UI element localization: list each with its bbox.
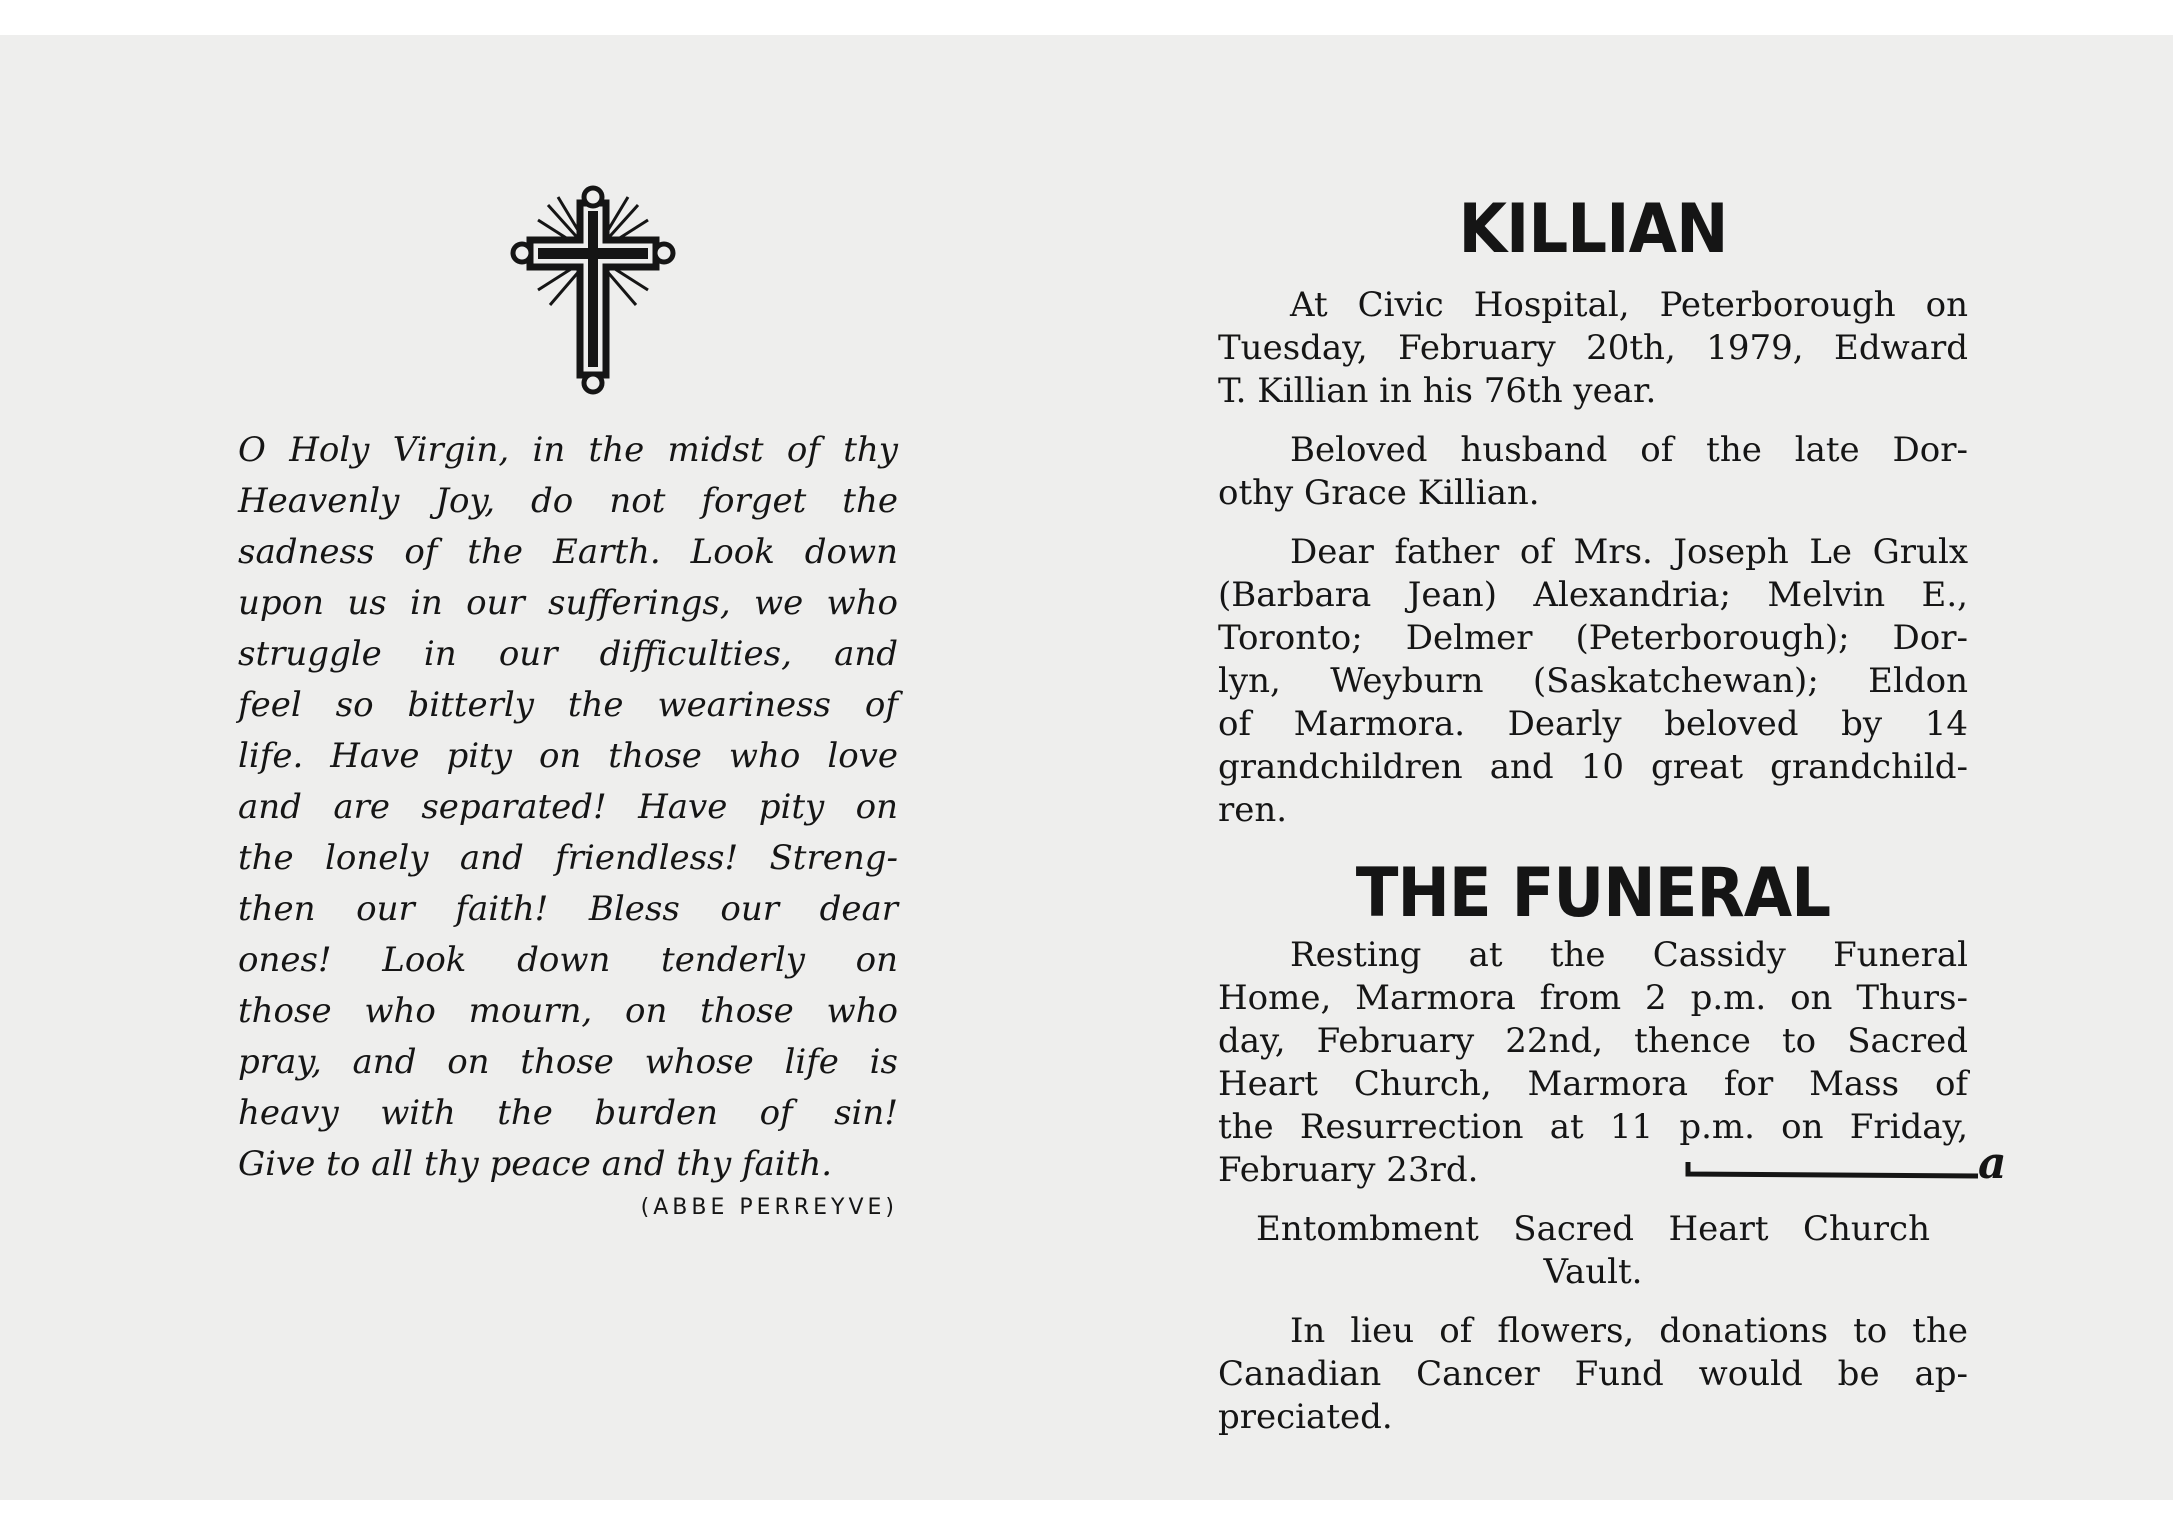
prayer-line: heavy with the burden of sin! <box>238 1093 898 1133</box>
prayer-line: then our faith! Bless our dear <box>238 889 898 929</box>
text-line: Resting at the Cassidy Funeral <box>1290 935 1968 975</box>
text-line: At Civic Hospital, Peterborough on <box>1290 285 1968 325</box>
text-line: (Barbara Jean) Alexandria; Melvin E., <box>1218 575 1968 615</box>
text-line: Entombment Sacred Heart Church <box>1256 1209 1930 1249</box>
text-line: Vault. <box>1543 1252 1643 1292</box>
text-line: Beloved husband of the late Dor- <box>1290 430 1968 470</box>
text-line: Dear father of Mrs. Joseph Le Grulx <box>1290 532 1968 572</box>
cross-icon <box>508 185 678 400</box>
text-line: othy Grace Killian. <box>1218 473 1540 513</box>
text-line: grandchildren and 10 great grandchild- <box>1218 747 1968 787</box>
prayer-line: pray, and on those whose life is <box>238 1042 898 1082</box>
prayer-line: ones! Look down tenderly on <box>238 940 898 980</box>
funeral-title: THE FUNERAL <box>1355 854 1831 933</box>
handwritten-mark <box>1678 1134 2048 1194</box>
prayer-attribution: (ABBE PERREYVE) <box>640 1195 898 1220</box>
text-line: In lieu of flowers, donations to the <box>1290 1311 1968 1351</box>
obituary-title: KILLIAN <box>1458 190 1728 269</box>
text-line: Heart Church, Marmora for Mass of <box>1218 1064 1968 1104</box>
text-line: of Marmora. Dearly beloved by 14 <box>1218 704 1968 744</box>
prayer-line: upon us in our sufferings, we who <box>238 583 898 623</box>
text-line: ren. <box>1218 790 1288 830</box>
prayer-line: and are separated! Have pity on <box>238 787 898 827</box>
prayer-line: life. Have pity on those who love <box>238 736 898 776</box>
right-panel <box>1218 190 2007 1439</box>
text-line: February 23rd. <box>1218 1150 1479 1190</box>
prayer-line: Heavenly Joy, do not forget the <box>238 481 898 521</box>
prayer-line: those who mourn, on those who <box>238 991 898 1031</box>
handwritten-letter: a <box>1978 1138 2007 1189</box>
prayer-line: the lonely and friendless! Streng- <box>238 838 898 878</box>
text-line: T. Killian in his 76th year. <box>1218 371 1657 411</box>
prayer-line: sadness of the Earth. Look down <box>238 532 898 572</box>
text-line: Tuesday, February 20th, 1979, Edward <box>1218 328 1968 368</box>
death-notice <box>1218 284 1968 413</box>
prayer-text <box>238 425 898 1190</box>
prayer-line: feel so bitterly the weariness of <box>238 685 898 725</box>
prayer-line: Give to all thy peace and thy faith. <box>238 1144 833 1184</box>
donation-notice <box>1218 1310 1968 1439</box>
entombment-notice <box>1218 1208 1968 1294</box>
spouse-notice <box>1218 429 1968 515</box>
memorial-card <box>0 35 2173 1500</box>
prayer-line: O Holy Virgin, in the midst of thy <box>238 430 898 470</box>
text-line: Home, Marmora from 2 p.m. on Thurs- <box>1218 978 1968 1018</box>
prayer-line: struggle in our difficulties, and <box>238 634 898 674</box>
text-line: the Resurrection at 11 p.m. on Friday, <box>1218 1107 1968 1147</box>
family-notice <box>1218 531 1968 832</box>
text-line: day, February 22nd, thence to Sacred <box>1218 1021 1968 1061</box>
text-line: preciated. <box>1218 1397 1393 1437</box>
text-line: Canadian Cancer Fund would be ap- <box>1218 1354 1968 1394</box>
text-line: lyn, Weyburn (Saskatchewan); Eldon <box>1218 661 1968 701</box>
text-line: Toronto; Delmer (Peterborough); Dor- <box>1218 618 1968 658</box>
